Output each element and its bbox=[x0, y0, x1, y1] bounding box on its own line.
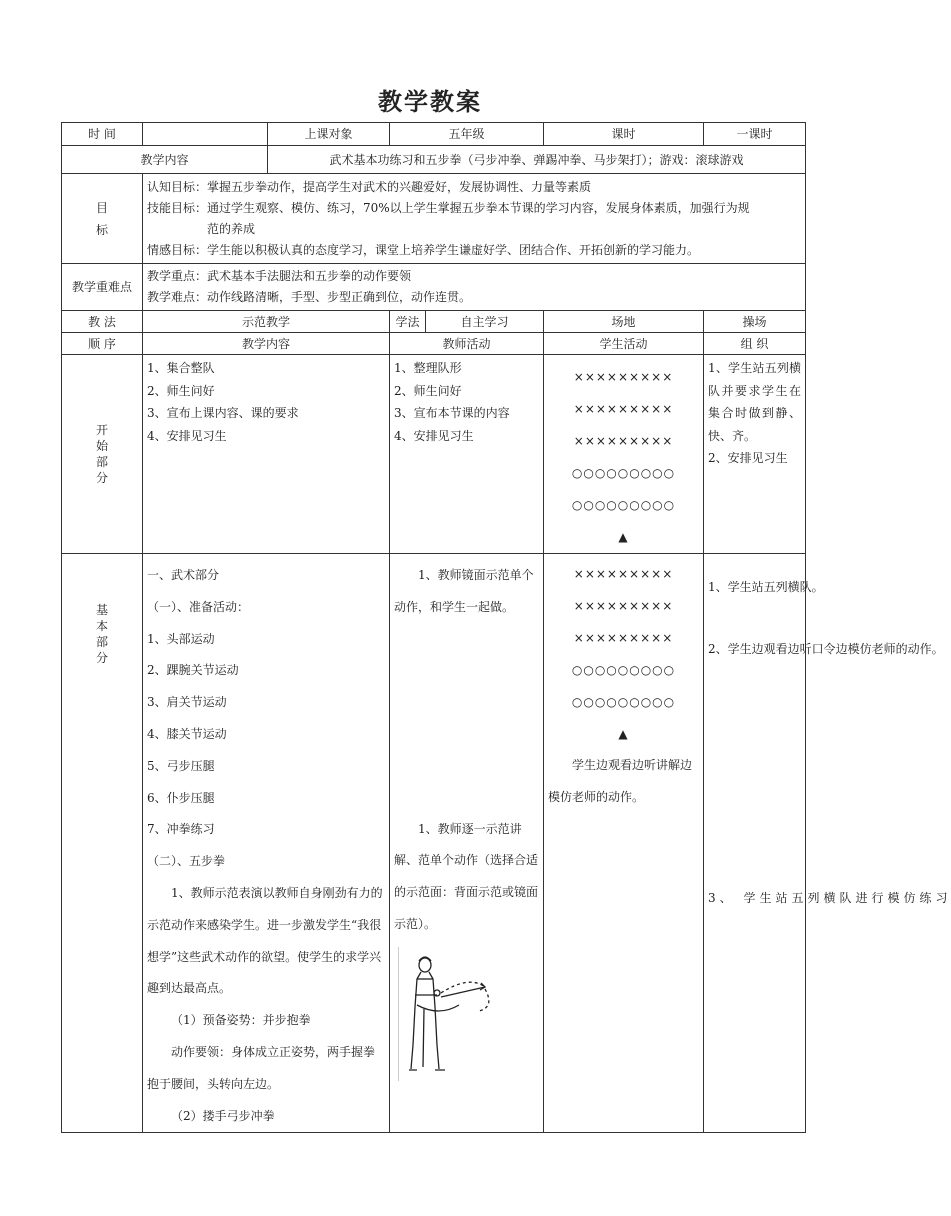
cognitive-objective: 认知目标：掌握五步拳动作，提高学生对武术的兴趣爱好，发展协调性、力量等素质 bbox=[147, 179, 592, 194]
prep-essentials: 动作要领：身体成立正姿势，两手握拳抱于腰间，头转向左边。 bbox=[147, 1044, 376, 1091]
basic-content bbox=[143, 554, 390, 1133]
basic-teacher-activity bbox=[390, 554, 544, 1133]
teacher-activity-text: 1、教师逐一示范讲解、范单个动作（选择合适的示范面：背面示范或镜面示范）。 bbox=[394, 821, 539, 931]
list-item: 4、安排见习生 bbox=[394, 428, 474, 443]
start-label-char: 部 bbox=[95, 455, 108, 469]
col-order: 顺 序 bbox=[62, 333, 143, 355]
list-item: 4、膝关节运动 bbox=[147, 726, 227, 741]
basic-formation bbox=[544, 554, 704, 1133]
formation-row-cross: ××××××××× bbox=[573, 631, 674, 645]
formation-row-cross: ××××××××× bbox=[573, 370, 674, 384]
content-value: 武术基本功练习和五步拳（弓步冲拳、弹踢冲拳、马步架打）；游戏：滚球游戏 bbox=[268, 146, 806, 174]
list-item: 2、师生问好 bbox=[394, 383, 462, 398]
skill-objective-cont: 范的养成 bbox=[207, 221, 256, 236]
list-item: 2、踝腕关节运动 bbox=[147, 663, 239, 678]
basic-label-char: 本 bbox=[95, 619, 108, 633]
basic-label-char: 部 bbox=[95, 635, 108, 649]
col-organize: 组 织 bbox=[704, 333, 806, 355]
formation-row-cross: ××××××××× bbox=[573, 402, 674, 416]
basic-organize bbox=[704, 554, 951, 1133]
period-value: 一课时 bbox=[704, 123, 806, 146]
organize-text: 2、学生边观看边听口令边模仿老师的动作。 bbox=[708, 641, 944, 656]
move-2-title: （2）搂手弓步冲拳 bbox=[171, 1108, 275, 1123]
list-item: 5、弓步压腿 bbox=[147, 758, 215, 773]
formation-row-circle: ○○○○○○○○○ bbox=[571, 663, 676, 677]
formation-row-cross: ××××××××× bbox=[573, 434, 674, 448]
formation-row-circle: ○○○○○○○○○ bbox=[571, 695, 676, 709]
skill-objective: 技能目标：通过学生观察、模仿、练习，70%以上学生掌握五步拳本节课的学习内容，发展身体素质，加强行为规 bbox=[147, 200, 750, 215]
learn-method-value: 自主学习 bbox=[426, 311, 544, 333]
start-organize bbox=[704, 355, 806, 554]
teacher-triangle-icon: ▲ bbox=[618, 530, 629, 544]
demo-paragraph: 1、教师示范表演以教师自身刚劲有力的示范动作来感染学生。进一步激发学生“我很想学”这些武术动作的欲望。使学生的求学兴趣到达最高点。 bbox=[147, 885, 383, 996]
list-item: 1、整理队形 bbox=[394, 361, 462, 375]
start-content bbox=[143, 355, 390, 554]
basic-section-label bbox=[62, 554, 143, 1133]
col-teacher: 教师活动 bbox=[390, 333, 544, 355]
period-label: 课时 bbox=[544, 123, 704, 146]
organize-text: 1、学生站五列横队。 bbox=[708, 580, 824, 594]
teach-method-value: 示范教学 bbox=[143, 311, 390, 333]
list-item: 3、肩关节运动 bbox=[147, 695, 227, 710]
start-section-label bbox=[62, 355, 143, 554]
row-time bbox=[62, 123, 806, 146]
formation-row-cross: ××××××××× bbox=[573, 599, 674, 613]
col-content: 教学内容 bbox=[143, 333, 390, 355]
venue-label: 场地 bbox=[544, 311, 704, 333]
content-label: 教学内容 bbox=[62, 146, 268, 174]
basic-label-char: 基 bbox=[95, 603, 108, 617]
organize-text: 2、安排见习生 bbox=[708, 451, 788, 465]
start-label-char: 始 bbox=[95, 439, 108, 453]
organize-text: 1、学生站五列横队并要求学生在集合时做到静、快、齐。 bbox=[708, 361, 802, 443]
start-label-char: 开 bbox=[95, 423, 108, 437]
page-title: 教学教案 bbox=[378, 88, 482, 116]
target-value: 五年级 bbox=[390, 123, 544, 146]
list-item: （一）、准备活动： bbox=[147, 599, 250, 614]
list-item: 7、冲拳练习 bbox=[147, 822, 215, 837]
teacher-triangle-icon: ▲ bbox=[618, 727, 629, 741]
col-student: 学生活动 bbox=[544, 333, 704, 355]
start-label-char: 分 bbox=[95, 471, 108, 485]
teacher-activity-text: 1、教师镜面示范单个动作，和学生一起做。 bbox=[394, 568, 534, 614]
start-teacher-activity bbox=[390, 355, 544, 554]
basic-label-char: 分 bbox=[95, 651, 108, 665]
martial-arts-figure-image bbox=[398, 947, 519, 1081]
venue-value: 操场 bbox=[704, 311, 806, 333]
list-item: 6、仆步压腿 bbox=[147, 790, 215, 805]
list-item: 一、武术部分 bbox=[147, 568, 220, 582]
row-methods bbox=[62, 311, 806, 333]
list-item: 3、宣布本节课的内容 bbox=[394, 406, 510, 420]
learn-method-label: 学法 bbox=[390, 311, 426, 333]
key-point: 教学重点：武术基本手法腿法和五步拳的动作要领 bbox=[147, 269, 412, 283]
row-basic-section bbox=[62, 554, 806, 1133]
organize-text: 3、 学生站五列横队进行模仿练习 bbox=[708, 890, 951, 905]
key-points-label: 教学重难点 bbox=[62, 264, 143, 311]
affective-objective: 情感目标：学生能以积极认真的态度学习，课堂上培养学生谦虚好学、团结合作、开拓创新的学习能力。 bbox=[147, 242, 700, 257]
list-item: 3、宣布上课内容、课的要求 bbox=[147, 406, 299, 420]
teach-method-label: 教 法 bbox=[62, 311, 143, 333]
list-item: 4、安排见习生 bbox=[147, 428, 227, 443]
key-points-text bbox=[143, 264, 806, 311]
list-item: 1、集合整队 bbox=[147, 361, 215, 375]
list-item: 2、师生问好 bbox=[147, 383, 215, 398]
row-content bbox=[62, 146, 806, 174]
lesson-plan-table bbox=[61, 122, 951, 1133]
list-item: （二）、五步拳 bbox=[147, 854, 226, 869]
difficulty-point: 教学难点：动作线路清晰，手型、步型正确到位，动作连贯。 bbox=[147, 290, 472, 304]
target-label: 上课对象 bbox=[268, 123, 390, 146]
prep-posture: （1）预备姿势：并步抱拳 bbox=[171, 1013, 311, 1028]
formation-row-circle: ○○○○○○○○○ bbox=[571, 498, 676, 512]
objectives-text bbox=[143, 174, 806, 264]
time-value bbox=[143, 123, 268, 146]
student-activity-text: 学生边观看边听讲解边模仿老师的动作。 bbox=[548, 758, 693, 804]
list-item: 1、头部运动 bbox=[147, 631, 215, 646]
objectives-label bbox=[62, 174, 143, 264]
time-label: 时 间 bbox=[62, 123, 143, 146]
row-key-points bbox=[62, 264, 806, 311]
formation-row-cross: ××××××××× bbox=[573, 567, 674, 581]
formation-row-circle: ○○○○○○○○○ bbox=[571, 466, 676, 480]
start-formation bbox=[544, 355, 704, 554]
row-objectives bbox=[62, 174, 806, 264]
objectives-label-1: 目 bbox=[95, 200, 108, 215]
row-start-section bbox=[62, 355, 806, 554]
row-column-headers bbox=[62, 333, 806, 355]
objectives-label-2: 标 bbox=[95, 222, 108, 237]
